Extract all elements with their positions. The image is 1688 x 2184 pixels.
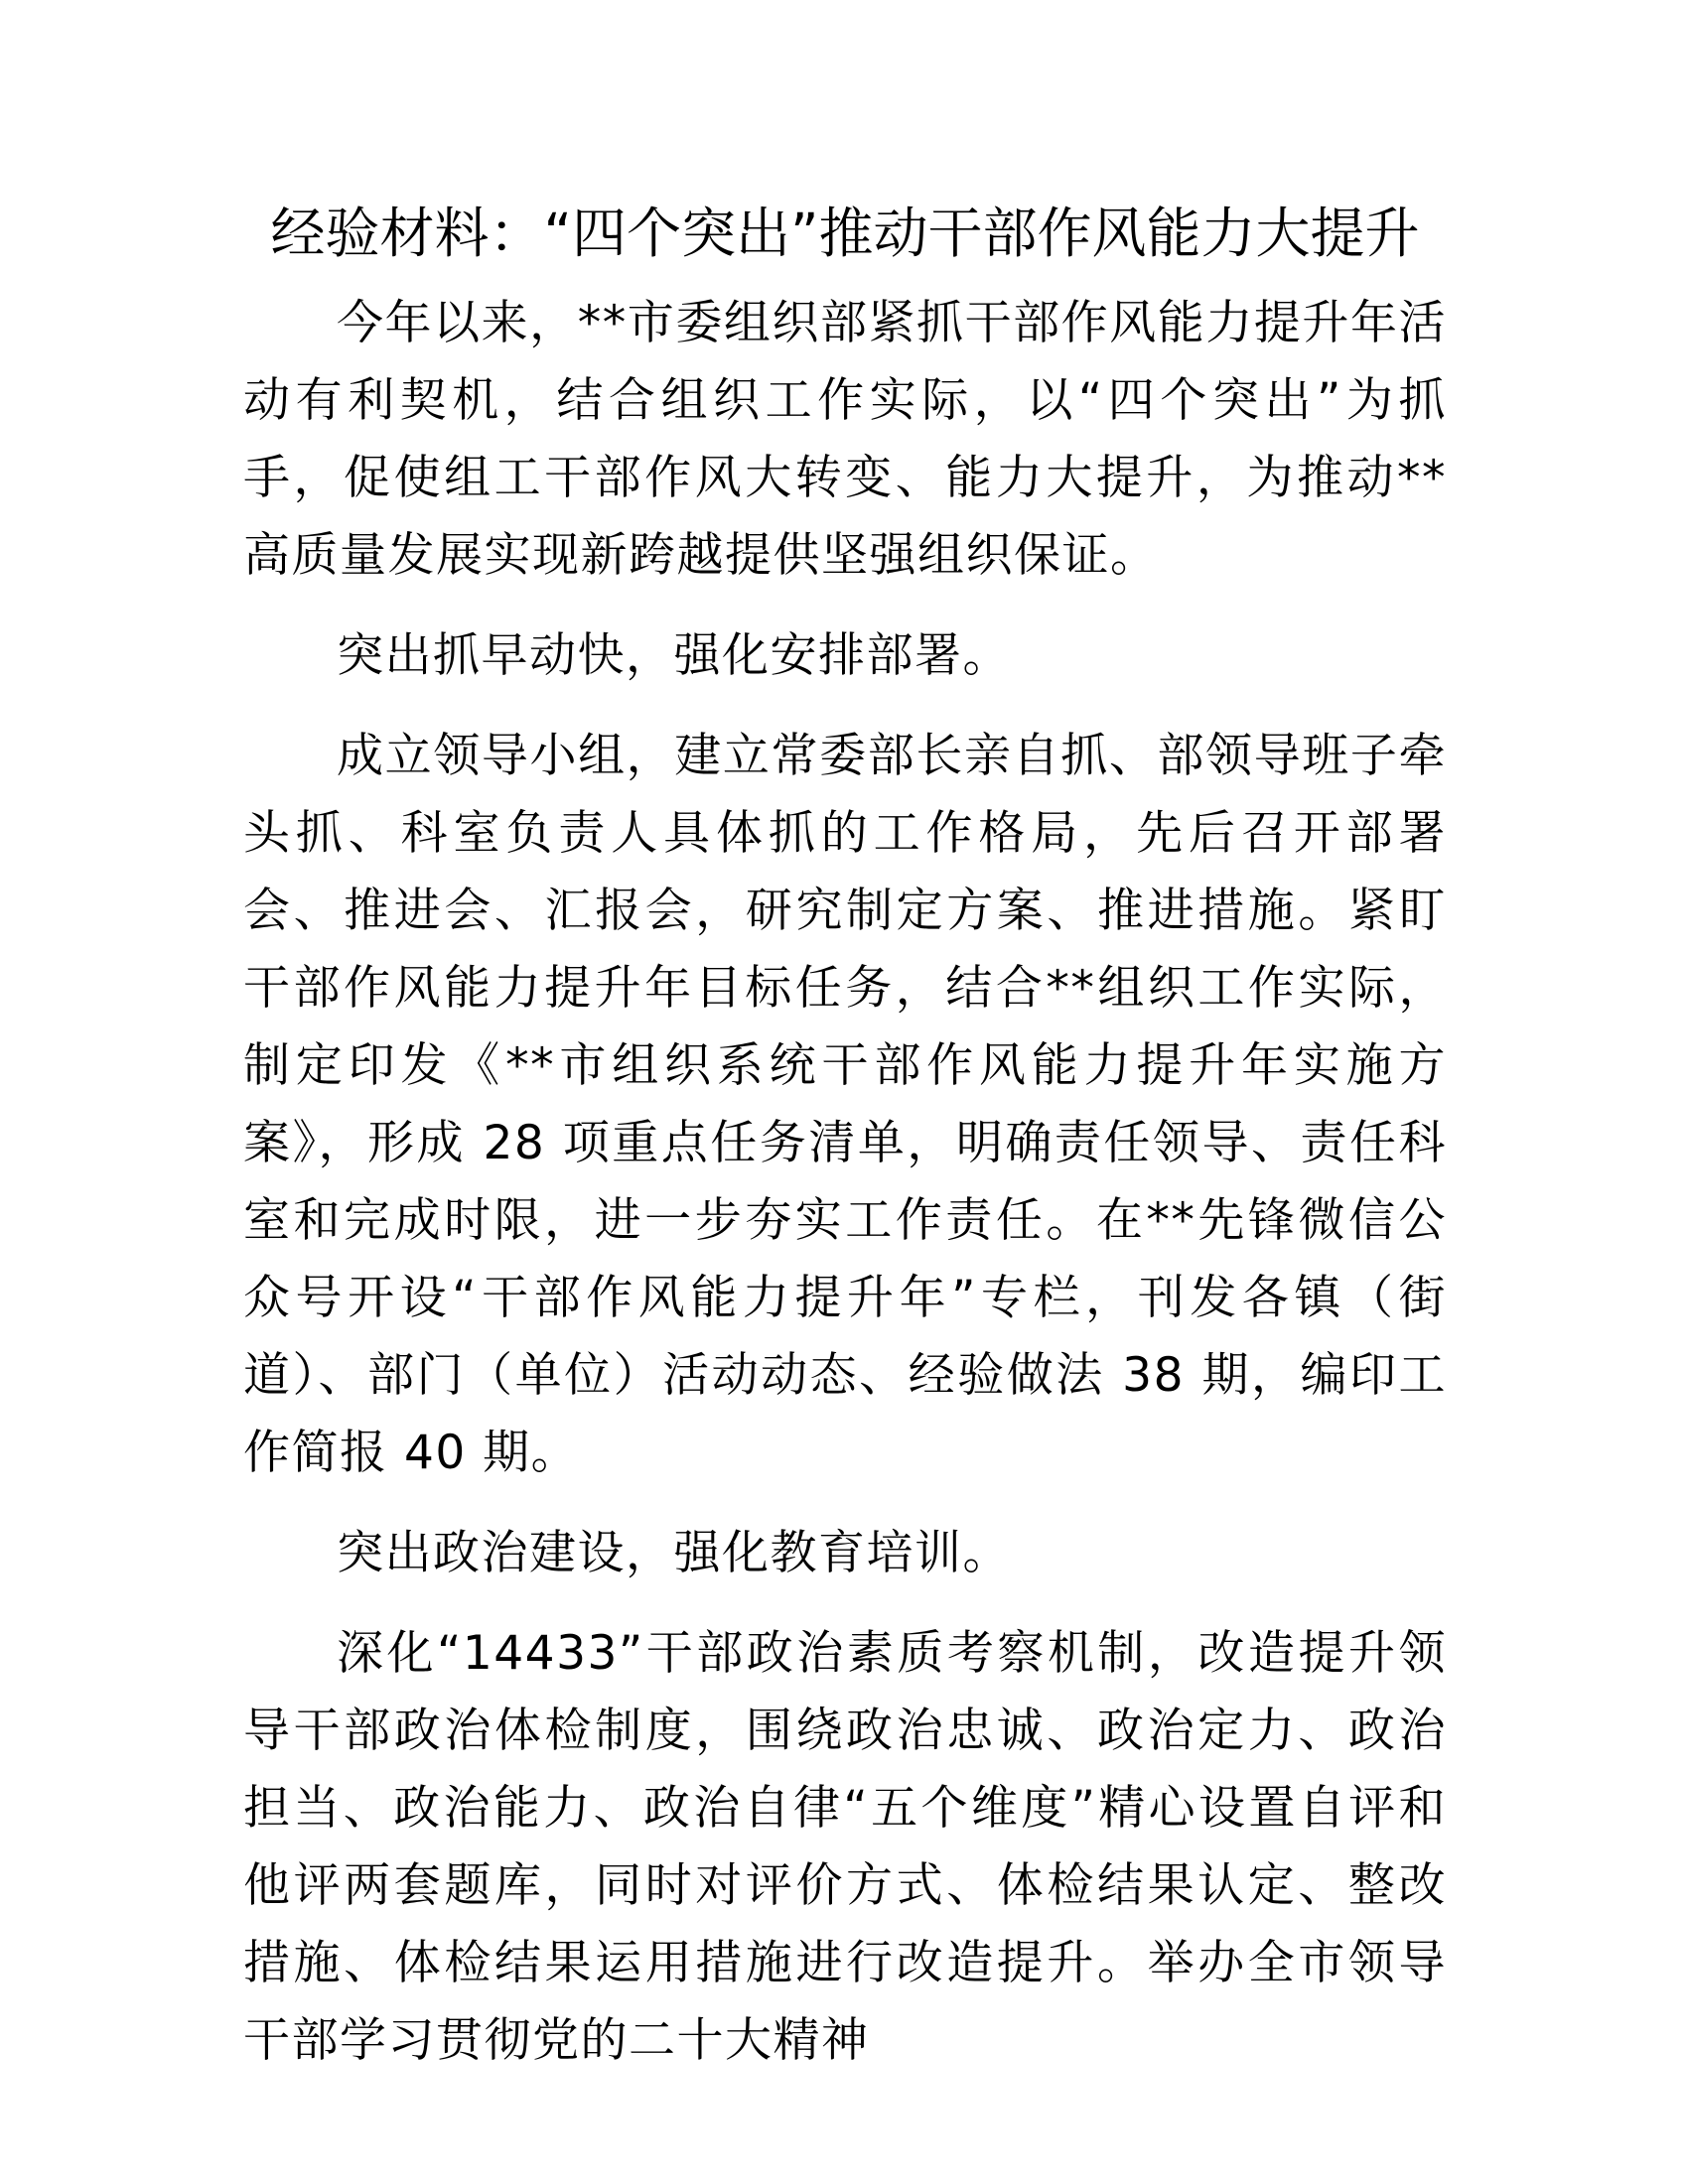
section-heading-1: 突出抓早动快，强化安排部署。 [337,628,1011,683]
document-page [243,194,1447,2080]
paragraph-section-1: 成立领导小组，建立常委部长亲自抓、部领导班子牵头抓、科室负责人具体抓的工作格局，先后召开部署会、推进会、汇报会，研究制定方案、推进措施。紧盯干部作风能力提升年目标任务，结合**组织工作实际，制定印发《**市组织系统干部作风能力提升年实施方案》，形成 28 项重点任务清单，明确责任领导、责任科室和完成时限，进一步夯实工作责任。在**先锋微信公众号开设“干部作风能力提升年”专栏，刊发各镇（街道）、部门（单位）活动动态、经验做法 38 期，编印工作简报 40 期。 [243,729,1447,1480]
paragraph-intro: 今年以来，**市委组织部紧抓干部作风能力提升年活动有利契机，结合组织工作实际，以“四个突出”为抓手，促使组工干部作风大转变、能力大提升，为推动**高质量发展实现新跨越提供坚强组织保证。 [243,296,1447,583]
document-title: 经验材料：“四个突出”推动干部作风能力大提升 [270,202,1420,265]
spacer [243,695,1447,718]
spacer [243,273,1447,285]
section-heading-2: 突出政治建设，强化教育培训。 [337,1526,1011,1580]
spacer [243,1592,1447,1615]
spacer [243,595,1447,617]
spacer [243,1492,1447,1515]
paragraph-section-2: 深化“14433”干部政治素质考察机制，改造提升领导干部政治体检制度，围绕政治忠诚、政治定力、政治担当、政治能力、政治自律“五个维度”精心设置自评和他评两套题库，同时对评价方式、体检结果认定、整改措施、体检结果运用措施进行改造提升。举办全市领导干部学习贯彻党的二十大精神 [243,1626,1447,2068]
